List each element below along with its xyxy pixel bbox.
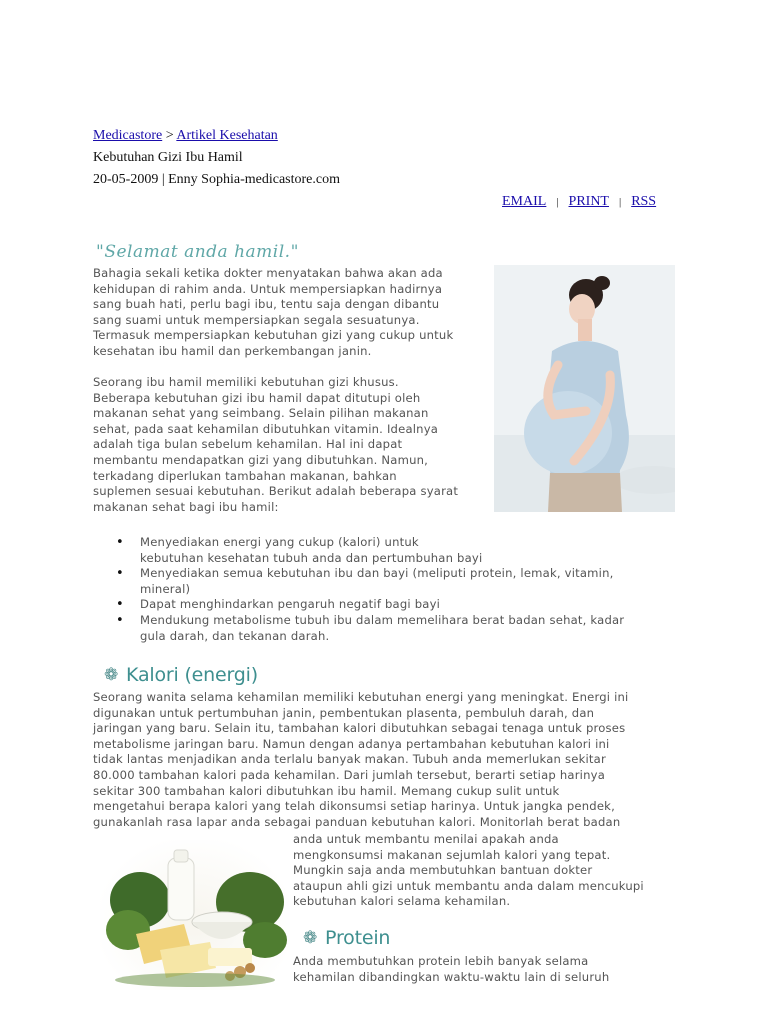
text-line: digunakan untuk pertumbuhan janin, pembentukan plasenta, pembuluh darah, dan [93, 705, 595, 720]
text-line: • Mendukung metabolisme tubuh ibu dalam memelihara berat badan sehat, kadar [140, 612, 625, 627]
text-line: • Menyediakan semua kebutuhan ibu dan bayi (meliputi protein, lemak, vitamin, [140, 566, 614, 581]
text-line: terkadang diperlukan tambahan makanan, bahkan [93, 468, 397, 483]
text-line: membantu mendapatkan gizi yang dibutuhkan. Namun, [93, 452, 429, 467]
text-line: Seorang wanita selama kehamilan memiliki kebutuhan energi yang meningkat. Energi ini [93, 690, 629, 704]
text-line: tidak lantas menjadikan anda terlalu banyak makan. Tubuh anda memerlukan sekitar [93, 752, 606, 767]
text-line: ataupun ahli gizi untuk membantu anda dalam mencukupi [293, 878, 644, 893]
intro-heading: "Selamat anda hamil." [96, 242, 299, 262]
protein-paragraph [293, 954, 683, 985]
text-line: Anda membutuhkan protein lebih banyak selama [293, 954, 589, 968]
flower-icon: ❁ [303, 927, 318, 948]
article-title: Kebutuhan Gizi Ibu Hamil [93, 150, 243, 165]
text-line: Bahagia sekali ketika dokter menyatakan bahwa akan ada [93, 266, 443, 280]
healthy-food-photo [100, 840, 290, 990]
text-line: kesehatan ibu hamil dan perkembangan janin. [93, 343, 372, 358]
kalori-heading-text: Kalori (energi) [126, 664, 258, 686]
list-item [116, 613, 676, 644]
article-actions [502, 194, 656, 210]
protein-heading [303, 927, 390, 949]
text-line: 80.000 tambahan kalori pada kehamilan. Dari jumlah tersebut, berarti setiap harinya [93, 767, 606, 782]
text-line: • Dapat menghindarkan pengaruh negatif bagi bayi [140, 597, 441, 612]
text-line: gula darah, dan tekanan darah. [140, 628, 330, 643]
text-line: • Menyediakan energi yang cukup (kalori) untuk [140, 535, 419, 549]
text-line: mineral) [140, 581, 191, 596]
text-line: Seorang ibu hamil memiliki kebutuhan gizi khusus. [93, 375, 399, 389]
kalori-heading [104, 664, 258, 686]
text-line: kehidupan di rahim anda. Untuk mempersiapkan hadirnya [93, 281, 443, 296]
rss-link[interactable]: RSS [631, 194, 657, 209]
email-link[interactable]: EMAIL [502, 194, 547, 209]
text-line: metabolisme jaringan baru. Namun dengan adanya pertambahan kebutuhan kalori ini [93, 736, 610, 751]
action-separator: | [618, 196, 622, 208]
text-line: Mungkin saja anda membutuhkan bantuan dokter [293, 863, 593, 878]
breadcrumb-link-section[interactable]: Artikel Kesehatan [176, 128, 278, 143]
requirements-list [116, 535, 676, 644]
pregnant-woman-photo [494, 265, 675, 512]
text-line: makanan sehat yang seimbang. Selain pilihan makanan [93, 406, 429, 421]
text-line: sehat, pada saat kehamilan dibutuhkan vitamin. Idealnya [93, 421, 439, 436]
print-link[interactable]: PRINT [568, 194, 609, 209]
action-separator: | [556, 196, 559, 208]
text-line: sekitar 300 tambahan kalori dibutuhkan ibu hamil. Memang cukup sulit untuk [93, 783, 560, 798]
text-line: anda untuk membantu menilai apakah anda [293, 832, 559, 846]
intro-paragraph-2 [93, 375, 493, 515]
text-line: kebutuhan kalori selama kehamilan. [293, 894, 511, 909]
breadcrumb-separator: > [165, 128, 174, 143]
text-line: Termasuk mempersiapkan kebutuhan gizi yang cukup untuk [93, 328, 454, 343]
article-meta: 20-05-2009 | Enny Sophia-medicastore.com [93, 172, 340, 187]
text-line: kebutuhan kesehatan tubuh anda dan pertumbuhan bayi [140, 550, 483, 565]
protein-heading-text: Protein [325, 927, 391, 949]
text-line: sang buah hati, perlu bagi ibu, tentu saja dengan dibantu [93, 297, 440, 312]
text-line: suplemen sesuai kebutuhan. Berikut adalah beberapa syarat [93, 484, 459, 499]
breadcrumb-link-home[interactable]: Medicastore [93, 128, 163, 143]
kalori-paragraph [93, 690, 683, 830]
text-line: Beberapa kebutuhan gizi ibu hamil dapat ditutupi oleh [93, 390, 421, 405]
text-line: mengetahui berapa kalori yang telah dikonsumsi setiap harinya. Untuk jangka pendek, [93, 799, 615, 814]
text-line: adalah tiga bulan sebelum kehamilan. Hal ini dapat [93, 437, 403, 452]
breadcrumb [93, 128, 278, 144]
text-line: makanan sehat bagi ibu hamil: [93, 499, 279, 514]
text-line: gunakanlah rasa lapar anda sebagai panduan kebutuhan kalori. Monitorlah berat badan [93, 814, 621, 829]
intro-paragraph-1 [93, 266, 493, 360]
list-item [116, 597, 676, 613]
pregnant-woman-illustration [494, 265, 675, 512]
food-illustration [100, 840, 290, 990]
flower-icon: ❁ [104, 664, 119, 685]
text-line: mengkonsumsi makanan sejumlah kalori yang tepat. [293, 847, 611, 862]
list-item [116, 535, 676, 566]
text-line: sang suami untuk mempersiapkan segala sesuatunya. [93, 312, 420, 327]
kalori-paragraph-wrap [293, 832, 683, 910]
text-line: jaringan yang baru. Selain itu, tambahan kalori dibutuhkan sebagai tenaga untuk proses [93, 721, 626, 736]
text-line: kehamilan dibandingkan waktu-waktu lain di seluruh [293, 969, 610, 984]
list-item [116, 566, 676, 597]
